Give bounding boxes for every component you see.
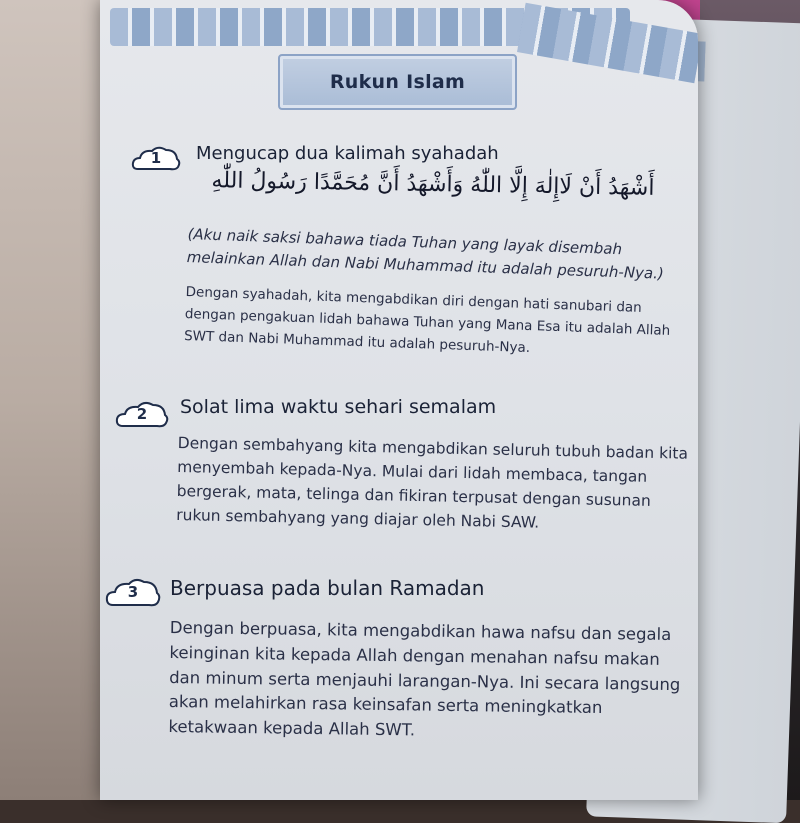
section-1-arabic: أَشْهَدُ أَنْ لَاإِلٰهَ إِلَّا اللّٰهُ وَأَشْهَدُ أَنَّ مُحَمَّدًا رَسُولُ اللّٰهِ (211, 168, 655, 201)
section-1-heading: Mengucap dua kalimah syahadah (196, 143, 499, 164)
section-2-badge (114, 398, 170, 430)
section-2-heading: Solat lima waktu sehari semalam (180, 396, 497, 418)
section-3-body: Dengan berpuasa, kita mengabdikan hawa nafsu dan segala keinginan kita kepada Allah dengan menahan nafsu makan dan minum serta menjauhi larangan-Nya. Ini secara langsung akan melahirkan rasa keinsafan serta meningkatkan ketakwaan kepada Allah SWT. (168, 617, 681, 740)
section-2-body: Dengan sembahyang kita mengabdikan seluruh tubuh badan kita menyembah kepada-Nya. Mulai dari lidah membaca, tangan bergerak, mata, telinga dan fikiran terpusat dengan susunan rukun sembahyang yang diajar oleh Nabi SAW. (176, 433, 689, 532)
title-box (278, 54, 517, 110)
book-page (100, 0, 698, 800)
section-2-number: 2 (136, 405, 148, 423)
section-1-number: 1 (150, 149, 162, 167)
background-left (0, 0, 110, 800)
section-3-heading: Berpuasa pada bulan Ramadan (170, 576, 485, 600)
section-1-badge (130, 143, 182, 173)
section-1-body: Dengan syahadah, kita mengabdikan diri dengan hati sanubari dan dengan pengakuan lidah bahawa Tuhan yang Mana Esa itu adalah Allah SWT dan Nabi Muhammad itu adalah pesuruh-Nya. (183, 283, 671, 356)
section-3-number: 3 (127, 583, 139, 601)
section-1-translation: (Aku naik saksi bahawa tiada Tuhan yang layak disembah melainkan Allah dan Nabi Muhammad itu adalah pesuruh-Nya.) (186, 224, 665, 283)
section-3-badge (104, 575, 162, 609)
page-title: Rukun Islam (329, 71, 466, 93)
